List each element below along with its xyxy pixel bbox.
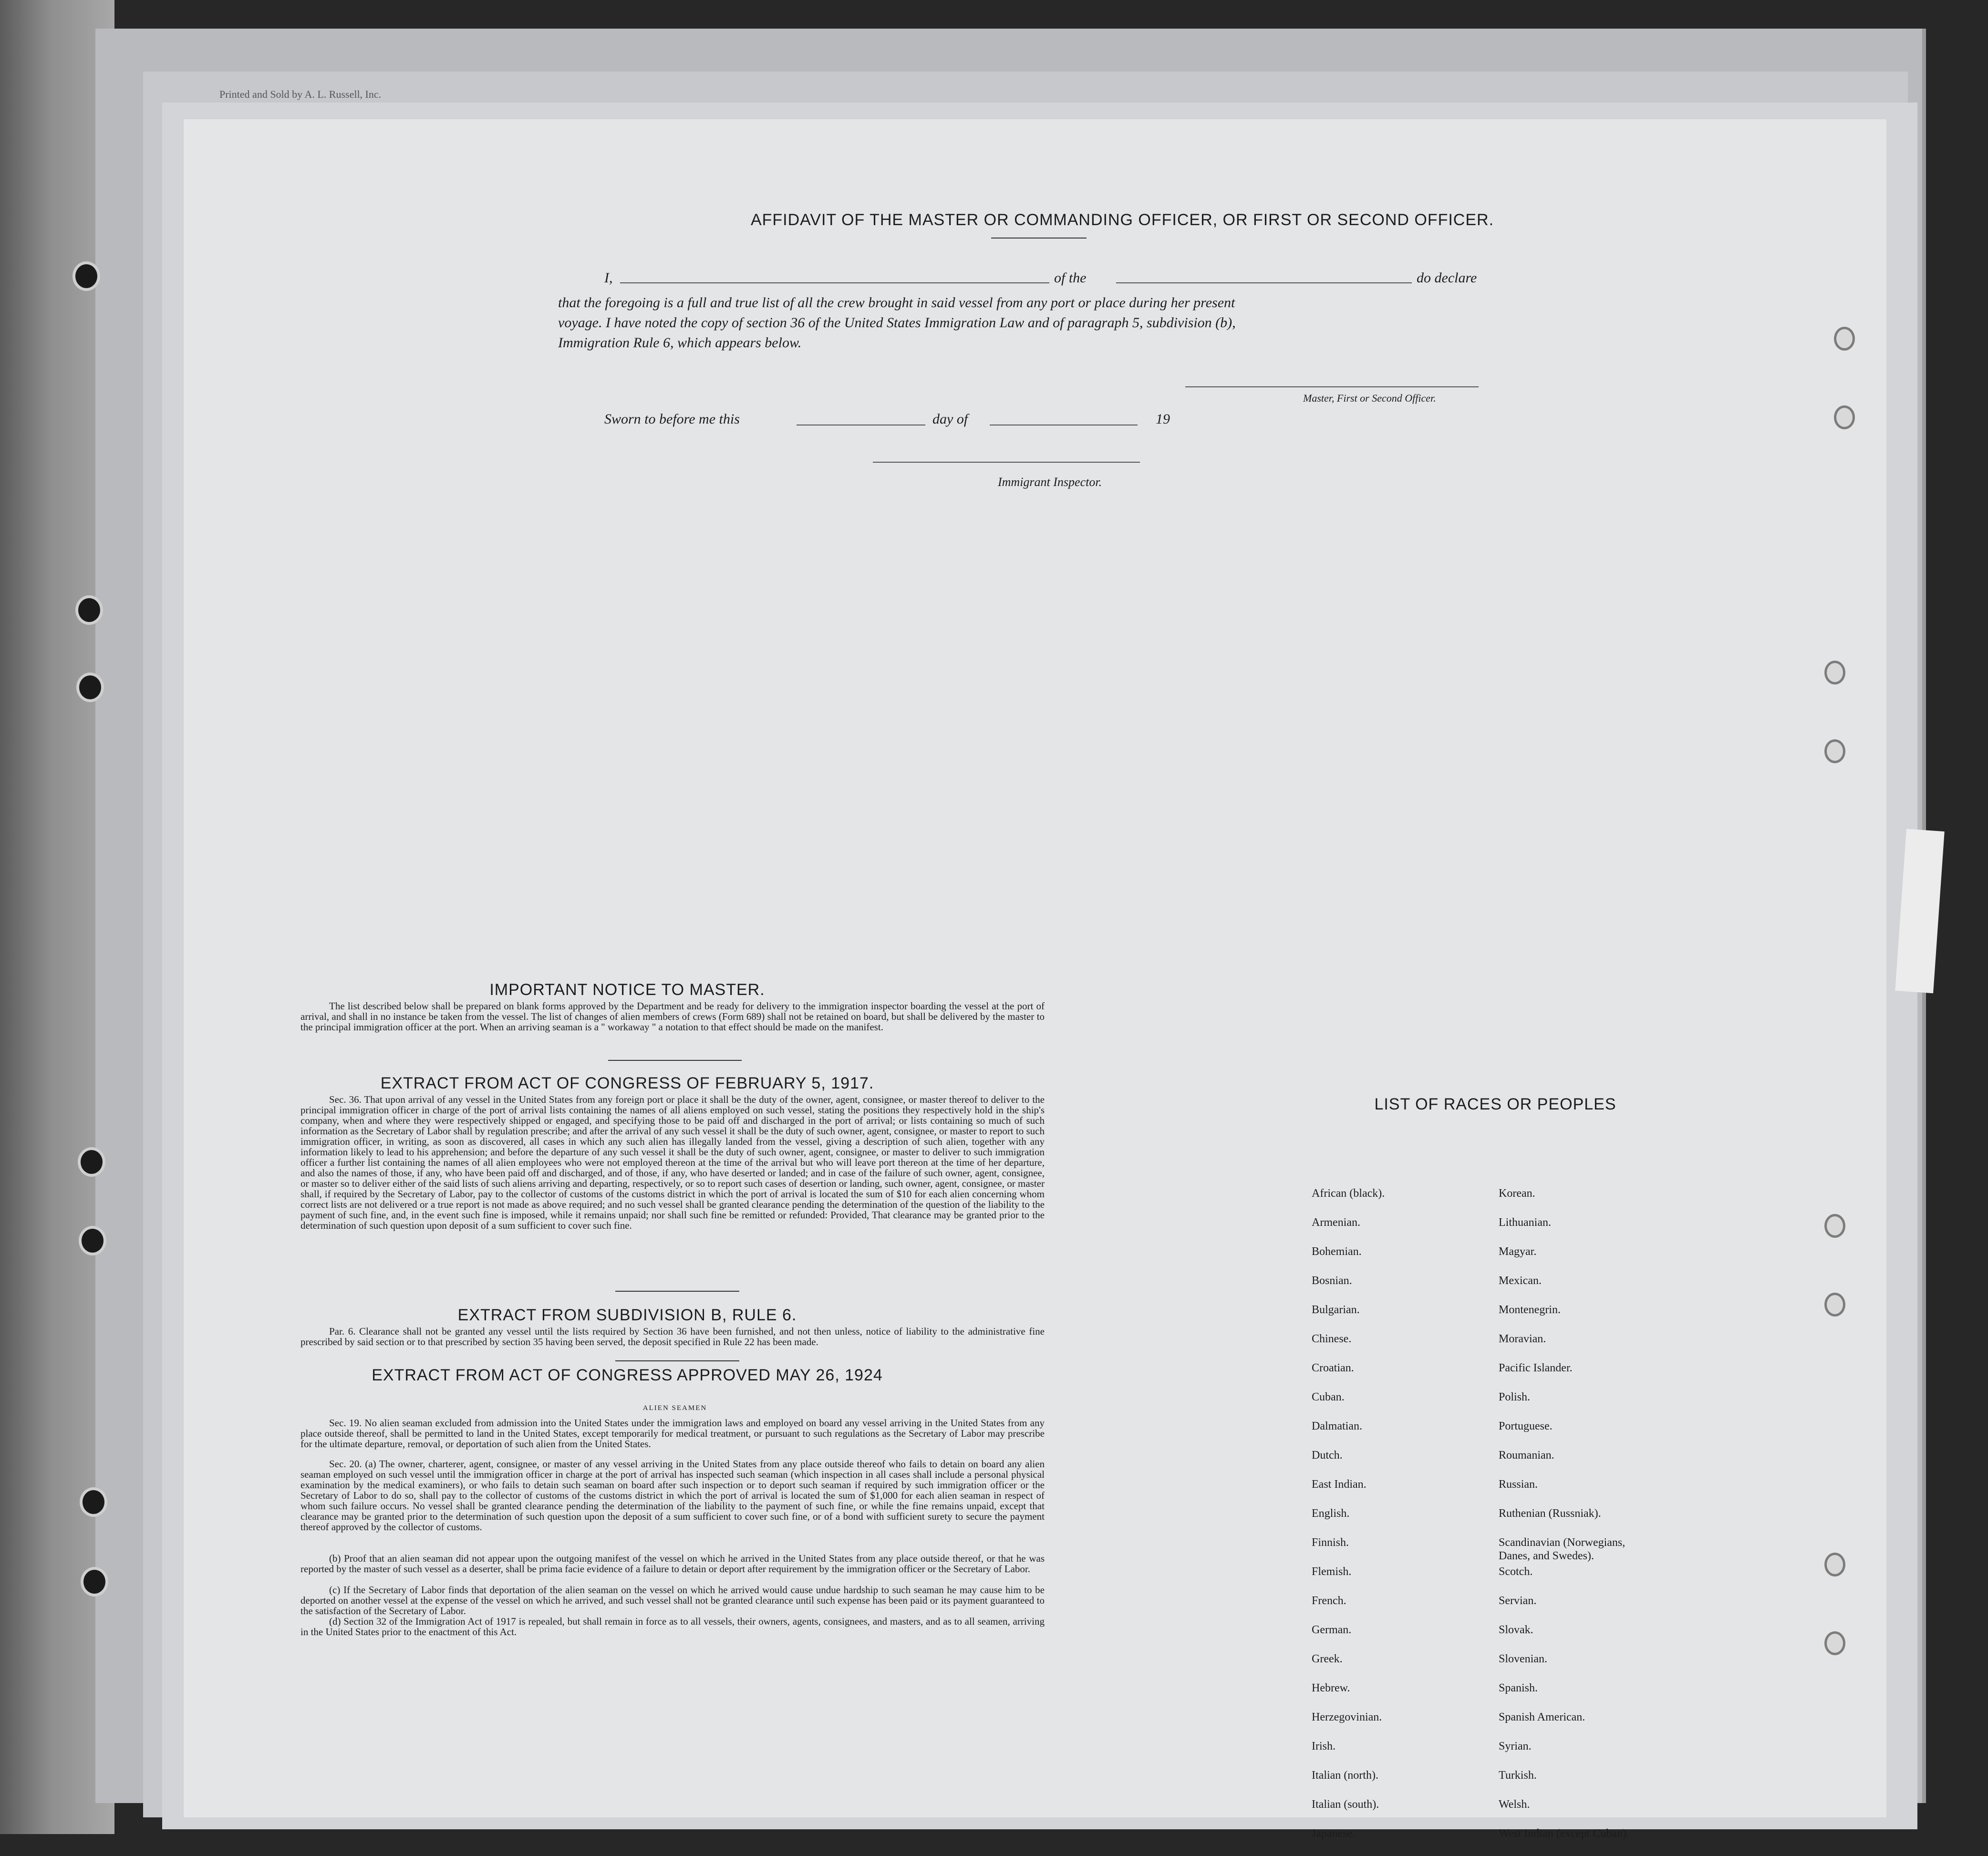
punch-hole bbox=[1824, 1293, 1845, 1317]
extract-1924-p4: (c) If the Secretary of Labor finds that deportation of the alien seaman on the vessel on which he arrived would cause undue hardship to such seaman he may cause him to be deported on another vessel at the expense of the vessel on which he arrived, and such vessel shall not be granted clearance until such expense has been paid or its payment guaranteed to the satisfaction of the Secretary of Labor. bbox=[300, 1584, 1045, 1617]
race-item: Polish. bbox=[1499, 1391, 1531, 1403]
race-item: Croatian. bbox=[1312, 1362, 1354, 1374]
master-signature-line bbox=[1185, 386, 1479, 387]
race-item: Bohemian. bbox=[1312, 1245, 1362, 1258]
sworn-year: 19 bbox=[1156, 411, 1170, 427]
extract-1924-p5: (d) Section 32 of the Immigration Act of 1917 is repealed, but shall remain in force as to all vessels, their owners, agents, consignees, and masters, and as to all seamen, arriving in the United States prior to the enactment of this Act. bbox=[300, 1616, 1045, 1638]
affidavit-i: I, bbox=[604, 270, 613, 286]
punch-hole bbox=[1834, 327, 1855, 351]
race-item: Magyar. bbox=[1499, 1245, 1537, 1258]
extract-1924-p2: Sec. 20. (a) The owner, charterer, agent, consignee, or master of any vessel arriving in the United States from any place outside thereof who fails to detain on board any alien seaman employed on such vessel until the immigration officer in charge at the port of arrival has inspected such seaman (which inspection in all cases shall include a personal physical examination by the medical examiners), or who fails to detain such seaman on board after such inspection or to deport such seaman if required by such immigration officer or the Secretary of Labor to do so, shall pay to the collector of customs of the customs district in which the port of arrival is located the sum of $1,000 for each alien seaman in respect of whom such failure occurs. No vessel shall be granted clearance pending the determination of the liability to the payment of such fine, or while the fine remains unpaid, except that clearance may be granted prior to the determination of such question upon the deposit of a sum sufficient to cover such fine, or of a bond with sufficient surety to secure the payment thereof approved by the collector of customs. bbox=[300, 1458, 1045, 1533]
race-item: Slovenian. bbox=[1499, 1653, 1547, 1665]
race-item: Syrian. bbox=[1499, 1740, 1532, 1752]
extract-1924-title: EXTRACT FROM ACT OF CONGRESS APPROVED MAY 26, 1924 bbox=[372, 1366, 883, 1384]
race-item: Greek. bbox=[1312, 1653, 1343, 1665]
race-item: Bosnian. bbox=[1312, 1275, 1352, 1287]
race-item: Italian (north). bbox=[1312, 1769, 1378, 1782]
binder-hole bbox=[76, 673, 104, 702]
races-title: LIST OF RACES OR PEOPLES bbox=[1374, 1095, 1616, 1113]
divider bbox=[608, 1060, 742, 1061]
race-item: Welsh. bbox=[1499, 1798, 1530, 1811]
race-item: English. bbox=[1312, 1507, 1350, 1520]
binder-hole bbox=[79, 1226, 106, 1255]
affidavit-title: AFFIDAVIT OF THE MASTER OR COMMANDING OFFICER, OR FIRST OR SECOND OFFICER. bbox=[750, 211, 1494, 229]
sworn-text: Sworn to before me this bbox=[604, 411, 740, 427]
divider bbox=[615, 1360, 739, 1361]
race-item: Hebrew. bbox=[1312, 1682, 1350, 1694]
race-item: Irish. bbox=[1312, 1740, 1336, 1752]
race-item: Servian. bbox=[1499, 1595, 1537, 1607]
binder-hole bbox=[75, 595, 103, 625]
race-item: French. bbox=[1312, 1595, 1346, 1607]
rule6-title: EXTRACT FROM SUBDIVISION B, RULE 6. bbox=[457, 1306, 797, 1324]
race-item: Scandinavian (Norwegians, Danes, and Swedes). bbox=[1499, 1536, 1626, 1562]
affidavit-text-2: voyage. I have noted the copy of section 36 of the United States Immigration Law and of paragraph 5, subdivision (b), bbox=[558, 315, 1236, 331]
extract-1924-p3: (b) Proof that an alien seaman did not appear upon the outgoing manifest of the vessel on which he arrived in the United States from any place outside thereof, or that he was reported by the master of such vessel as a deserter, shall be prima facie evidence of a failure to detain or deport after requirement by the immigration officer or the Secretary of Labor. bbox=[300, 1553, 1045, 1575]
race-item: Spanish American. bbox=[1499, 1711, 1585, 1723]
punch-hole bbox=[1834, 405, 1855, 429]
binder-hole bbox=[78, 1147, 105, 1177]
race-item: West Indian (except Cuban). bbox=[1499, 1827, 1629, 1840]
race-item: East Indian. bbox=[1312, 1478, 1367, 1491]
rule6-text: Par. 6. Clearance shall not be granted any vessel until the lists required by Section 36 have been furnished, and not then unless, notice of liability to the administrative fine prescribed by said section or to that prescribed by section 35 having been served, the deposit specified in Rule 22 has been made. bbox=[300, 1326, 1045, 1348]
affidavit-text-3: Immigration Rule 6, which appears below. bbox=[558, 335, 802, 351]
vessel-blank bbox=[1116, 282, 1412, 283]
race-item: Russian. bbox=[1499, 1478, 1538, 1491]
race-item: Chinese. bbox=[1312, 1333, 1352, 1345]
punch-hole bbox=[1824, 661, 1845, 684]
notice-text: The list described below shall be prepared on blank forms approved by the Department and be ready for delivery to the immigration inspector boarding the vessel at the port of arrival, and shall in no instance be taken from the vessel. The list of changes of alien members of crews (Form 689) shall not be retained on board, but shall be delivered by the master to the principal immigration officer at the port. When an arriving seaman is a " workaway " a notation to that effect should be made on the manifest. bbox=[300, 1000, 1045, 1033]
punch-hole bbox=[1824, 1631, 1845, 1655]
race-item: Lithuanian. bbox=[1499, 1216, 1551, 1229]
race-item: Cuban. bbox=[1312, 1391, 1345, 1403]
notice-title: IMPORTANT NOTICE TO MASTER. bbox=[489, 981, 765, 999]
race-item: Mexican. bbox=[1499, 1275, 1542, 1287]
edge-print-line: Printed and Sold by A. L. Russell, Inc. bbox=[219, 88, 382, 100]
race-item: Japanese. bbox=[1312, 1827, 1356, 1840]
binder-hole bbox=[81, 1567, 108, 1597]
race-item: Dutch. bbox=[1312, 1449, 1343, 1462]
race-item: Montenegrin. bbox=[1499, 1304, 1561, 1316]
race-item: Finnish. bbox=[1312, 1536, 1349, 1549]
race-item: Flemish. bbox=[1312, 1566, 1352, 1578]
race-item: Italian (south). bbox=[1312, 1798, 1379, 1811]
edge-print bbox=[219, 88, 381, 101]
sworn-day-of: day of bbox=[932, 411, 968, 427]
punch-hole bbox=[1824, 739, 1845, 763]
race-item: Spanish. bbox=[1499, 1682, 1538, 1694]
races-column-2 bbox=[1499, 1187, 1718, 1856]
race-item: Scotch. bbox=[1499, 1566, 1533, 1578]
race-item: Slovak. bbox=[1499, 1624, 1533, 1636]
master-signature-label: Master, First or Second Officer. bbox=[1303, 392, 1436, 404]
race-item: Moravian. bbox=[1499, 1333, 1546, 1345]
race-item: Korean. bbox=[1499, 1187, 1535, 1200]
race-item: Bulgarian. bbox=[1312, 1304, 1360, 1316]
extract-1924-p1: Sec. 19. No alien seaman excluded from admission into the United States under the immigration laws and employed on board any vessel arriving in the United States from any place outside thereof, shall be permitted to land in the United States, except temporarily for medical treatment, or pursuant to such regulations as the Secretary of Labor may prescribe for the ultimate departure, removal, or deportation of such alien from the United States. bbox=[300, 1417, 1045, 1450]
extract-1917-title: EXTRACT FROM ACT OF CONGRESS OF FEBRUARY 5, 1917. bbox=[380, 1074, 874, 1092]
race-item: Armenian. bbox=[1312, 1216, 1360, 1229]
affidavit-do-declare: do declare bbox=[1417, 270, 1477, 286]
extract-1924-subtitle: ALIEN SEAMEN bbox=[642, 1404, 707, 1412]
affidavit-text-1: that the foregoing is a full and true list of all the crew brought in said vessel from any port or place during her present bbox=[558, 295, 1235, 311]
race-item: Roumanian. bbox=[1499, 1449, 1554, 1462]
race-item: Turkish. bbox=[1499, 1769, 1537, 1782]
inspector-label: Immigrant Inspector. bbox=[998, 475, 1102, 489]
race-item: German. bbox=[1312, 1624, 1352, 1636]
divider bbox=[615, 1291, 739, 1292]
race-item: Dalmatian. bbox=[1312, 1420, 1362, 1432]
races-column-1 bbox=[1312, 1187, 1493, 1856]
binder-hole bbox=[80, 1487, 107, 1517]
punch-hole bbox=[1824, 1553, 1845, 1576]
affidavit-of-the: of the bbox=[1054, 270, 1087, 286]
race-item: Portuguese. bbox=[1499, 1420, 1553, 1432]
punch-hole bbox=[1824, 1214, 1845, 1238]
extract-1917-text: Sec. 36. That upon arrival of any vessel in the United States from any foreign port or place it shall be the duty of the owner, agent, consignee, or master thereof to deliver to the principal immigration officer in charge of the port of arrival lists containing the names of all aliens employed on such vessel, stating the positions they respectively hold in the ship's company, when and where they were respectively shipped or engaged, and specifying those to be paid off and discharged in the port of arrival; or lists containing so much of such information as the Secretary of Labor shall by regulation prescribe; and after the arrival of any such vessel it shall be the duty of such owner, agent, consignee, or master to report to such immigration officer, in writing, as soon as discovered, all cases in which any such alien has illegally landed from the vessel, giving a description of such alien, together with any information likely to lead to his apprehension; and before the departure of any such vessel it shall be the duty of such owner, agent, consignee, or master to deliver to such immigration officer a further list containing the names of all alien employees who were not employed thereon at the time of the arrival but who will leave port thereon at the time of her departure, and also the names of those, if any, who have been paid off and discharged, and of those, if any, who have deserted or landed; and in case of the failure of such owner, agent, consignee, or master so to deliver either of the said lists of such aliens arriving and departing, respectively, or so to report such cases of desertion or landing, such owner, agent, consignee, or master shall, if required by the Secretary of Labor, pay to the collector of customs of the customs district in which the port of arrival is located the sum of $10 for each alien concerning whom correct lists are not delivered or a true report is not made as above required; and no such vessel shall be granted clearance pending the determination of the question of the liability to the payment of such fine, and, in the event such fine is imposed, while it remains unpaid; nor shall such fine be remitted or refunded: Provided, That clearance may be granted prior to the determination of such question upon deposit of a sum sufficient to cover such fine. bbox=[300, 1094, 1045, 1231]
race-item: Pacific Islander. bbox=[1499, 1362, 1573, 1374]
name-blank bbox=[620, 282, 1049, 283]
race-item: Herzegovinian. bbox=[1312, 1711, 1382, 1723]
race-item: Ruthenian (Russniak). bbox=[1499, 1507, 1601, 1520]
binder-hole bbox=[72, 261, 100, 291]
inspector-signature-line bbox=[873, 462, 1140, 463]
form-page bbox=[184, 119, 1886, 1840]
race-item: African (black). bbox=[1312, 1187, 1385, 1200]
